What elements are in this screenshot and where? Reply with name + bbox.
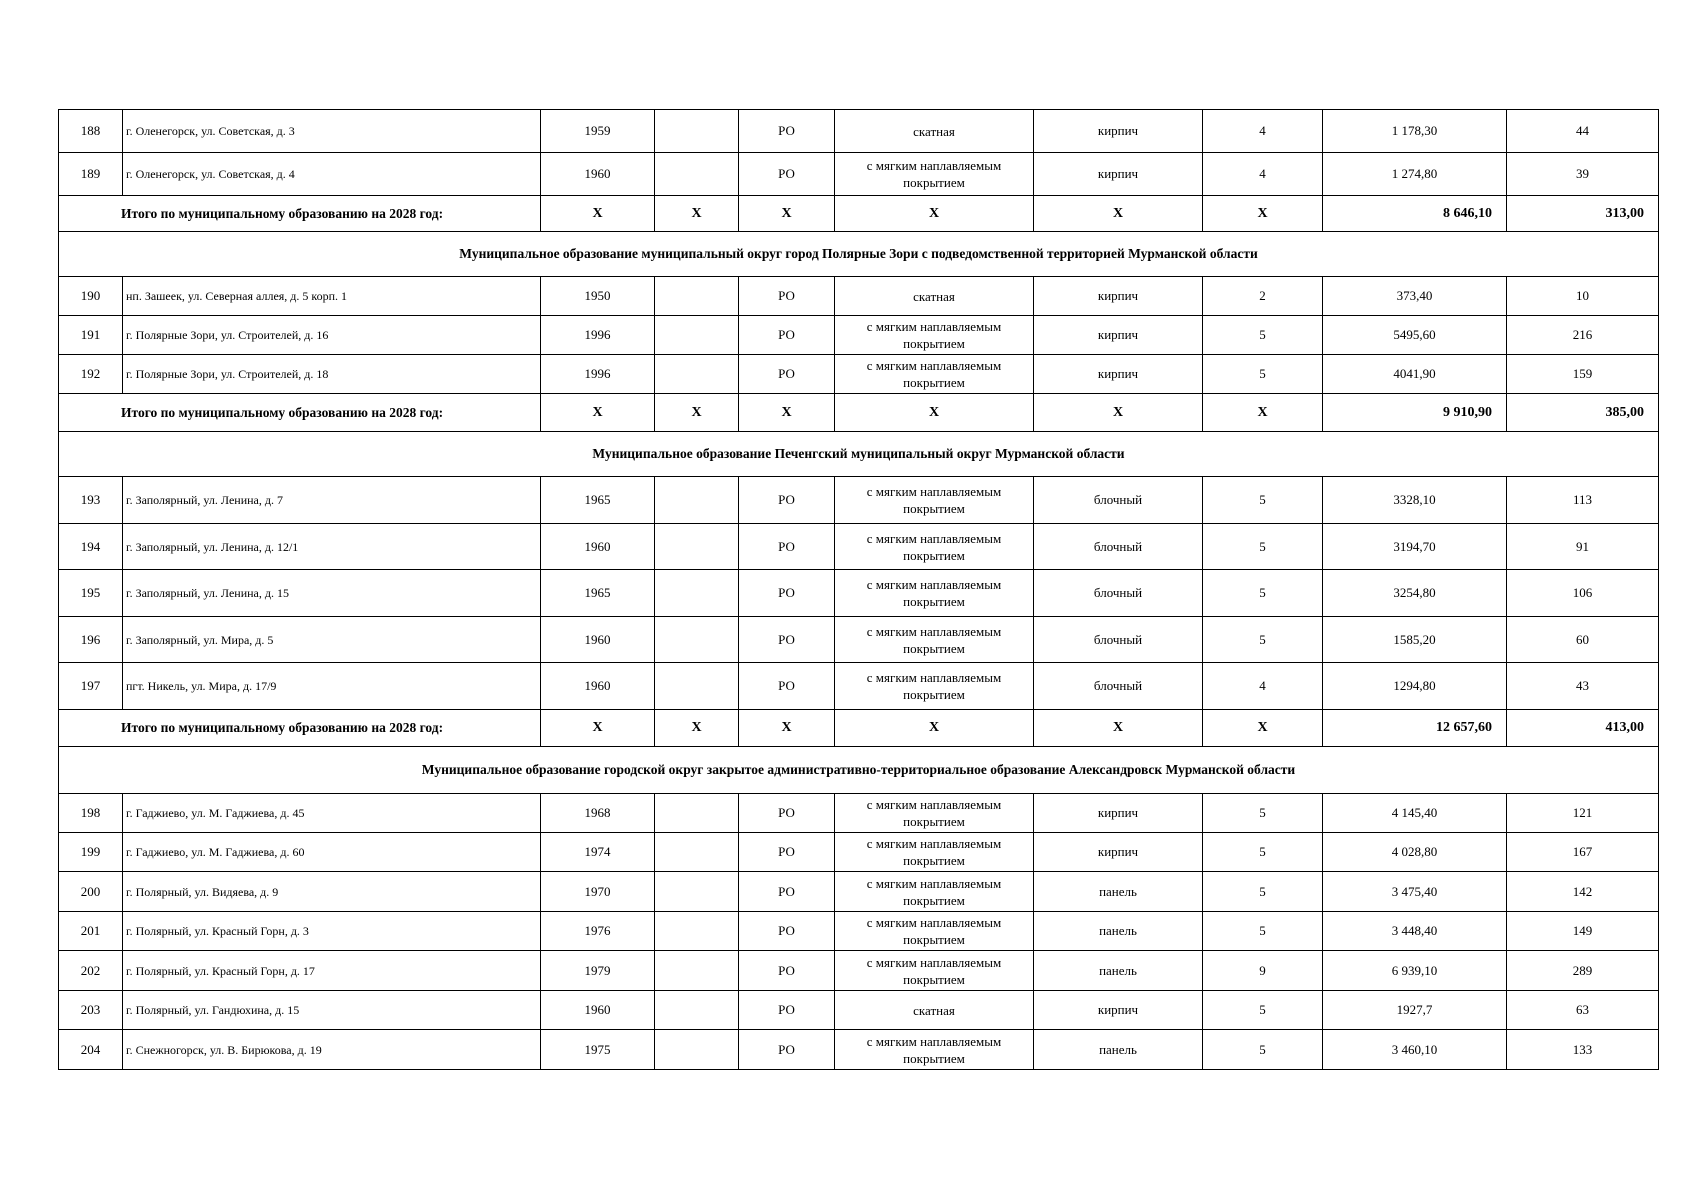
residents-cell: 159 bbox=[1507, 355, 1659, 394]
blank-cell bbox=[655, 912, 739, 951]
blank-cell bbox=[655, 110, 739, 153]
code-cell: РО bbox=[739, 524, 835, 570]
year-cell: 1965 bbox=[541, 477, 655, 524]
roof-type-cell: с мягким наплавляемым покрытием bbox=[835, 524, 1034, 570]
residents-cell: 113 bbox=[1507, 477, 1659, 524]
table-row bbox=[59, 794, 1659, 833]
table-row bbox=[59, 663, 1659, 710]
wall-material-cell: панель bbox=[1034, 951, 1203, 991]
subtotal-label: Итого по муниципальному образованию на 2028 год: bbox=[59, 394, 541, 432]
table-row bbox=[59, 110, 1659, 153]
blank-cell bbox=[655, 1030, 739, 1070]
address-cell: г. Полярные Зори, ул. Строителей, д. 16 bbox=[123, 316, 541, 355]
blank-cell bbox=[655, 663, 739, 710]
blank-cell bbox=[655, 477, 739, 524]
floors-cell: 5 bbox=[1203, 794, 1323, 833]
subtotal-residents: 313,00 bbox=[1507, 196, 1659, 232]
year-cell: 1960 bbox=[541, 524, 655, 570]
blank-cell bbox=[655, 833, 739, 872]
code-cell: РО bbox=[739, 355, 835, 394]
table-row bbox=[59, 872, 1659, 912]
residents-cell: 44 bbox=[1507, 110, 1659, 153]
table-row bbox=[59, 912, 1659, 951]
area-cell: 3254,80 bbox=[1323, 570, 1507, 617]
roof-type-cell: скатная bbox=[835, 110, 1034, 153]
area-cell: 3 475,40 bbox=[1323, 872, 1507, 912]
wall-material-cell: панель bbox=[1034, 872, 1203, 912]
residents-cell: 63 bbox=[1507, 991, 1659, 1030]
address-cell: г. Полярный, ул. Видяева, д. 9 bbox=[123, 872, 541, 912]
address-cell: г. Заполярный, ул. Ленина, д. 7 bbox=[123, 477, 541, 524]
table-row bbox=[59, 524, 1659, 570]
row-number: 196 bbox=[59, 617, 123, 663]
year-cell: 1965 bbox=[541, 570, 655, 617]
table-body bbox=[59, 110, 1659, 1070]
residents-cell: 91 bbox=[1507, 524, 1659, 570]
blank-cell bbox=[655, 316, 739, 355]
address-cell: нп. Зашеек, ул. Северная аллея, д. 5 корп. 1 bbox=[123, 277, 541, 316]
floors-cell: 5 bbox=[1203, 1030, 1323, 1070]
code-cell: РО bbox=[739, 794, 835, 833]
floors-cell: 5 bbox=[1203, 355, 1323, 394]
subtotal-label: Итого по муниципальному образованию на 2028 год: bbox=[59, 710, 541, 747]
table-row bbox=[59, 355, 1659, 394]
row-number: 193 bbox=[59, 477, 123, 524]
row-number: 202 bbox=[59, 951, 123, 991]
x-mark-cell: X bbox=[1034, 196, 1203, 232]
roof-type-cell: с мягким наплавляемым покрытием bbox=[835, 570, 1034, 617]
row-number: 203 bbox=[59, 991, 123, 1030]
year-cell: 1959 bbox=[541, 110, 655, 153]
address-cell: г. Заполярный, ул. Мира, д. 5 bbox=[123, 617, 541, 663]
blank-cell bbox=[655, 153, 739, 196]
table-row bbox=[59, 617, 1659, 663]
year-cell: 1996 bbox=[541, 316, 655, 355]
row-number: 198 bbox=[59, 794, 123, 833]
year-cell: 1960 bbox=[541, 991, 655, 1030]
blank-cell bbox=[655, 617, 739, 663]
residents-cell: 121 bbox=[1507, 794, 1659, 833]
row-number: 189 bbox=[59, 153, 123, 196]
blank-cell bbox=[655, 951, 739, 991]
year-cell: 1968 bbox=[541, 794, 655, 833]
roof-type-cell: с мягким наплавляемым покрытием bbox=[835, 355, 1034, 394]
roof-type-cell: с мягким наплавляемым покрытием bbox=[835, 316, 1034, 355]
wall-material-cell: кирпич bbox=[1034, 110, 1203, 153]
table-row bbox=[59, 153, 1659, 196]
floors-cell: 5 bbox=[1203, 316, 1323, 355]
area-cell: 3 448,40 bbox=[1323, 912, 1507, 951]
x-mark-cell: X bbox=[541, 196, 655, 232]
x-mark-cell: X bbox=[655, 196, 739, 232]
residents-cell: 289 bbox=[1507, 951, 1659, 991]
housing-register-table bbox=[58, 109, 1659, 1070]
residents-cell: 106 bbox=[1507, 570, 1659, 617]
wall-material-cell: кирпич bbox=[1034, 991, 1203, 1030]
code-cell: РО bbox=[739, 110, 835, 153]
section-header-row bbox=[59, 432, 1659, 477]
x-mark-cell: X bbox=[655, 394, 739, 432]
section-header-row bbox=[59, 232, 1659, 277]
area-cell: 4 028,80 bbox=[1323, 833, 1507, 872]
area-cell: 1294,80 bbox=[1323, 663, 1507, 710]
x-mark-cell: X bbox=[541, 710, 655, 747]
year-cell: 1976 bbox=[541, 912, 655, 951]
row-number: 190 bbox=[59, 277, 123, 316]
area-cell: 5495,60 bbox=[1323, 316, 1507, 355]
x-mark-cell: X bbox=[739, 196, 835, 232]
year-cell: 1970 bbox=[541, 872, 655, 912]
wall-material-cell: блочный bbox=[1034, 663, 1203, 710]
residents-cell: 216 bbox=[1507, 316, 1659, 355]
row-number: 194 bbox=[59, 524, 123, 570]
year-cell: 1975 bbox=[541, 1030, 655, 1070]
area-cell: 3194,70 bbox=[1323, 524, 1507, 570]
floors-cell: 5 bbox=[1203, 991, 1323, 1030]
residents-cell: 142 bbox=[1507, 872, 1659, 912]
area-cell: 1 274,80 bbox=[1323, 153, 1507, 196]
code-cell: РО bbox=[739, 477, 835, 524]
blank-cell bbox=[655, 570, 739, 617]
floors-cell: 4 bbox=[1203, 110, 1323, 153]
roof-type-cell: с мягким наплавляемым покрытием bbox=[835, 617, 1034, 663]
x-mark-cell: X bbox=[1034, 710, 1203, 747]
row-number: 197 bbox=[59, 663, 123, 710]
roof-type-cell: с мягким наплавляемым покрытием bbox=[835, 872, 1034, 912]
blank-cell bbox=[655, 355, 739, 394]
subtotal-row bbox=[59, 710, 1659, 747]
blank-cell bbox=[655, 524, 739, 570]
code-cell: РО bbox=[739, 951, 835, 991]
wall-material-cell: блочный bbox=[1034, 524, 1203, 570]
wall-material-cell: панель bbox=[1034, 1030, 1203, 1070]
section-header-row bbox=[59, 747, 1659, 794]
roof-type-cell: с мягким наплавляемым покрытием bbox=[835, 663, 1034, 710]
subtotal-residents: 413,00 bbox=[1507, 710, 1659, 747]
address-cell: г. Оленегорск, ул. Советская, д. 4 bbox=[123, 153, 541, 196]
x-mark-cell: X bbox=[655, 710, 739, 747]
address-cell: г. Полярный, ул. Красный Горн, д. 17 bbox=[123, 951, 541, 991]
residents-cell: 39 bbox=[1507, 153, 1659, 196]
row-number: 191 bbox=[59, 316, 123, 355]
subtotal-area: 9 910,90 bbox=[1323, 394, 1507, 432]
row-number: 192 bbox=[59, 355, 123, 394]
subtotal-area: 12 657,60 bbox=[1323, 710, 1507, 747]
x-mark-cell: X bbox=[1203, 710, 1323, 747]
blank-cell bbox=[655, 872, 739, 912]
year-cell: 1950 bbox=[541, 277, 655, 316]
code-cell: РО bbox=[739, 153, 835, 196]
area-cell: 373,40 bbox=[1323, 277, 1507, 316]
address-cell: пгт. Никель, ул. Мира, д. 17/9 bbox=[123, 663, 541, 710]
floors-cell: 5 bbox=[1203, 912, 1323, 951]
floors-cell: 5 bbox=[1203, 617, 1323, 663]
wall-material-cell: кирпич bbox=[1034, 153, 1203, 196]
floors-cell: 5 bbox=[1203, 570, 1323, 617]
x-mark-cell: X bbox=[835, 710, 1034, 747]
address-cell: г. Полярные Зори, ул. Строителей, д. 18 bbox=[123, 355, 541, 394]
wall-material-cell: блочный bbox=[1034, 617, 1203, 663]
roof-type-cell: скатная bbox=[835, 277, 1034, 316]
code-cell: РО bbox=[739, 991, 835, 1030]
address-cell: г. Снежногорск, ул. В. Бирюкова, д. 19 bbox=[123, 1030, 541, 1070]
year-cell: 1960 bbox=[541, 663, 655, 710]
area-cell: 1927,7 bbox=[1323, 991, 1507, 1030]
subtotal-residents: 385,00 bbox=[1507, 394, 1659, 432]
subtotal-area: 8 646,10 bbox=[1323, 196, 1507, 232]
area-cell: 3328,10 bbox=[1323, 477, 1507, 524]
residents-cell: 60 bbox=[1507, 617, 1659, 663]
code-cell: РО bbox=[739, 833, 835, 872]
wall-material-cell: блочный bbox=[1034, 570, 1203, 617]
floors-cell: 4 bbox=[1203, 663, 1323, 710]
wall-material-cell: кирпич bbox=[1034, 833, 1203, 872]
roof-type-cell: с мягким наплавляемым покрытием bbox=[835, 912, 1034, 951]
floors-cell: 9 bbox=[1203, 951, 1323, 991]
x-mark-cell: X bbox=[739, 394, 835, 432]
area-cell: 1 178,30 bbox=[1323, 110, 1507, 153]
table-row bbox=[59, 951, 1659, 991]
residents-cell: 149 bbox=[1507, 912, 1659, 951]
code-cell: РО bbox=[739, 1030, 835, 1070]
wall-material-cell: кирпич bbox=[1034, 277, 1203, 316]
subtotal-row bbox=[59, 394, 1659, 432]
year-cell: 1996 bbox=[541, 355, 655, 394]
table-row bbox=[59, 570, 1659, 617]
code-cell: РО bbox=[739, 617, 835, 663]
wall-material-cell: кирпич bbox=[1034, 316, 1203, 355]
area-cell: 4 145,40 bbox=[1323, 794, 1507, 833]
area-cell: 6 939,10 bbox=[1323, 951, 1507, 991]
floors-cell: 5 bbox=[1203, 872, 1323, 912]
subtotal-label: Итого по муниципальному образованию на 2028 год: bbox=[59, 196, 541, 232]
residents-cell: 43 bbox=[1507, 663, 1659, 710]
row-number: 200 bbox=[59, 872, 123, 912]
table-row bbox=[59, 316, 1659, 355]
blank-cell bbox=[655, 991, 739, 1030]
subtotal-row bbox=[59, 196, 1659, 232]
address-cell: г. Полярный, ул. Гандюхина, д. 15 bbox=[123, 991, 541, 1030]
wall-material-cell: панель bbox=[1034, 912, 1203, 951]
roof-type-cell: скатная bbox=[835, 991, 1034, 1030]
year-cell: 1960 bbox=[541, 153, 655, 196]
wall-material-cell: кирпич bbox=[1034, 355, 1203, 394]
address-cell: г. Оленегорск, ул. Советская, д. 3 bbox=[123, 110, 541, 153]
table-row bbox=[59, 833, 1659, 872]
roof-type-cell: с мягким наплавляемым покрытием bbox=[835, 833, 1034, 872]
code-cell: РО bbox=[739, 316, 835, 355]
x-mark-cell: X bbox=[1203, 394, 1323, 432]
floors-cell: 2 bbox=[1203, 277, 1323, 316]
x-mark-cell: X bbox=[1034, 394, 1203, 432]
year-cell: 1974 bbox=[541, 833, 655, 872]
roof-type-cell: с мягким наплавляемым покрытием bbox=[835, 794, 1034, 833]
address-cell: г. Заполярный, ул. Ленина, д. 15 bbox=[123, 570, 541, 617]
municipality-heading: Муниципальное образование Печенгский муниципальный округ Мурманской области bbox=[59, 432, 1659, 477]
table-row bbox=[59, 1030, 1659, 1070]
blank-cell bbox=[655, 277, 739, 316]
code-cell: РО bbox=[739, 663, 835, 710]
area-cell: 1585,20 bbox=[1323, 617, 1507, 663]
roof-type-cell: с мягким наплавляемым покрытием bbox=[835, 477, 1034, 524]
x-mark-cell: X bbox=[739, 710, 835, 747]
code-cell: РО bbox=[739, 872, 835, 912]
municipality-heading: Муниципальное образование муниципальный округ город Полярные Зори с подведомственной территорией Мурманской области bbox=[59, 232, 1659, 277]
table-row bbox=[59, 277, 1659, 316]
residents-cell: 167 bbox=[1507, 833, 1659, 872]
code-cell: РО bbox=[739, 912, 835, 951]
table-row bbox=[59, 991, 1659, 1030]
row-number: 201 bbox=[59, 912, 123, 951]
address-cell: г. Гаджиево, ул. М. Гаджиева, д. 60 bbox=[123, 833, 541, 872]
municipality-heading: Муниципальное образование городской округ закрытое административно-территориальное образование Александровск Мурманской области bbox=[59, 747, 1659, 794]
area-cell: 4041,90 bbox=[1323, 355, 1507, 394]
roof-type-cell: с мягким наплавляемым покрытием bbox=[835, 951, 1034, 991]
blank-cell bbox=[655, 794, 739, 833]
wall-material-cell: кирпич bbox=[1034, 794, 1203, 833]
address-cell: г. Заполярный, ул. Ленина, д. 12/1 bbox=[123, 524, 541, 570]
residents-cell: 10 bbox=[1507, 277, 1659, 316]
floors-cell: 4 bbox=[1203, 153, 1323, 196]
x-mark-cell: X bbox=[835, 196, 1034, 232]
row-number: 195 bbox=[59, 570, 123, 617]
row-number: 199 bbox=[59, 833, 123, 872]
area-cell: 3 460,10 bbox=[1323, 1030, 1507, 1070]
row-number: 204 bbox=[59, 1030, 123, 1070]
roof-type-cell: с мягким наплавляемым покрытием bbox=[835, 1030, 1034, 1070]
x-mark-cell: X bbox=[1203, 196, 1323, 232]
x-mark-cell: X bbox=[835, 394, 1034, 432]
code-cell: РО bbox=[739, 277, 835, 316]
year-cell: 1979 bbox=[541, 951, 655, 991]
floors-cell: 5 bbox=[1203, 477, 1323, 524]
year-cell: 1960 bbox=[541, 617, 655, 663]
residents-cell: 133 bbox=[1507, 1030, 1659, 1070]
row-number: 188 bbox=[59, 110, 123, 153]
address-cell: г. Гаджиево, ул. М. Гаджиева, д. 45 bbox=[123, 794, 541, 833]
code-cell: РО bbox=[739, 570, 835, 617]
x-mark-cell: X bbox=[541, 394, 655, 432]
address-cell: г. Полярный, ул. Красный Горн, д. 3 bbox=[123, 912, 541, 951]
roof-type-cell: с мягким наплавляемым покрытием bbox=[835, 153, 1034, 196]
floors-cell: 5 bbox=[1203, 833, 1323, 872]
floors-cell: 5 bbox=[1203, 524, 1323, 570]
table-row bbox=[59, 477, 1659, 524]
wall-material-cell: блочный bbox=[1034, 477, 1203, 524]
